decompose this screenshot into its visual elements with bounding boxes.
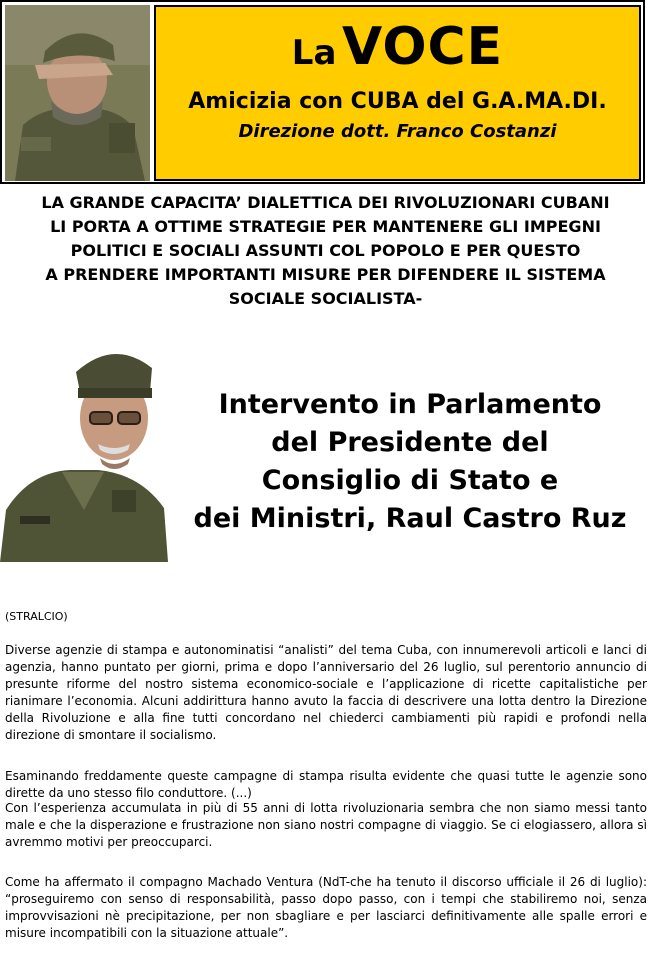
article-paragraph: Con l’esperienza accumulata in più di 55 anni di lotta rivoluzionaria sembra che non siamo messi tanto male e che la disperazione e frustrazione non siano nostri compagne di viaggio. Se ci elogiassero, allora sì avremmo motivi per preoccuparci. (5, 801, 647, 849)
article-paragraph: Esaminando freddamente queste campagne di stampa risulta evidente che quasi tutte le agenzie sono dirette da uno stesso filo conduttore. (...) (5, 769, 647, 800)
headline-line: LI PORTA A OTTIME STRATEGIE PER MANTENERE GLI IMPEGNI (50, 217, 601, 236)
masthead (0, 0, 645, 184)
headline-line: LA GRANDE CAPACITA’ DIALETTICA DEI RIVOLUZIONARI CUBANI (41, 193, 610, 212)
excerpt-label: (STRALCIO) (5, 610, 68, 623)
newspaper-banner (154, 5, 641, 181)
saluting-soldier-photo (5, 5, 150, 181)
front-headline (8, 191, 643, 311)
headline-line: A PRENDERE IMPORTANTI MISURE PER DIFENDERE IL SISTEMA (45, 265, 606, 284)
article-title-line: del Presidente del (271, 427, 549, 458)
newspaper-subtitle: Amicizia con CUBA del G.A.MA.DI. (188, 89, 607, 114)
raul-castro-photo (0, 340, 168, 562)
article-title (172, 386, 648, 538)
headline-line: SOCIALE SOCIALISTA- (228, 289, 423, 308)
article-title-line: Consiglio di Stato e (261, 465, 559, 496)
title-main: VOCE (341, 17, 504, 77)
newspaper-title (156, 17, 639, 77)
article-paragraph: Diverse agenzie di stampa e autonominatisi “analisti” del tema Cuba, con innumerevoli articoli e lanci di agenzia, hanno puntato per giorni, prima e dopo l’anniversario del 26 luglio, sul perentorio annuncio di presunte riforme del nostro sistema economico-sociale e l’applicazione di ricette capitalistiche per rianimare l’economia. Alcuni addirittura hanno avuto la faccia di descrivere una lotta dentro la Direzione della Rivoluzione e alla fine tutti concordano nel chiederci cambiamenti più rapidi e profondi nella direzione di smontare il socialismo. (5, 643, 647, 742)
article-paragraph: Come ha affermato il compagno Machado Ventura (NdT-che ha tenuto il discorso ufficiale il 26 di luglio): “proseguiremo con senso di responsabilità, passo dopo passo, con i tempi che stabiliremo noi, senza improvvisazioni nè precipitazione, per non sbagliare e per lasciarci definitivamente alle spalle errori e misure incompatibili con la situazione attuale”. (5, 875, 647, 940)
article-title-line: Intervento in Parlamento (218, 389, 602, 420)
editor-line: Direzione dott. Franco Costanzi (238, 121, 557, 142)
headline-line: POLITICI E SOCIALI ASSUNTI COL POPOLO E PER QUESTO (70, 241, 581, 260)
article-title-line: dei Ministri, Raul Castro Ruz (193, 503, 627, 534)
title-prefix: La (291, 33, 337, 73)
